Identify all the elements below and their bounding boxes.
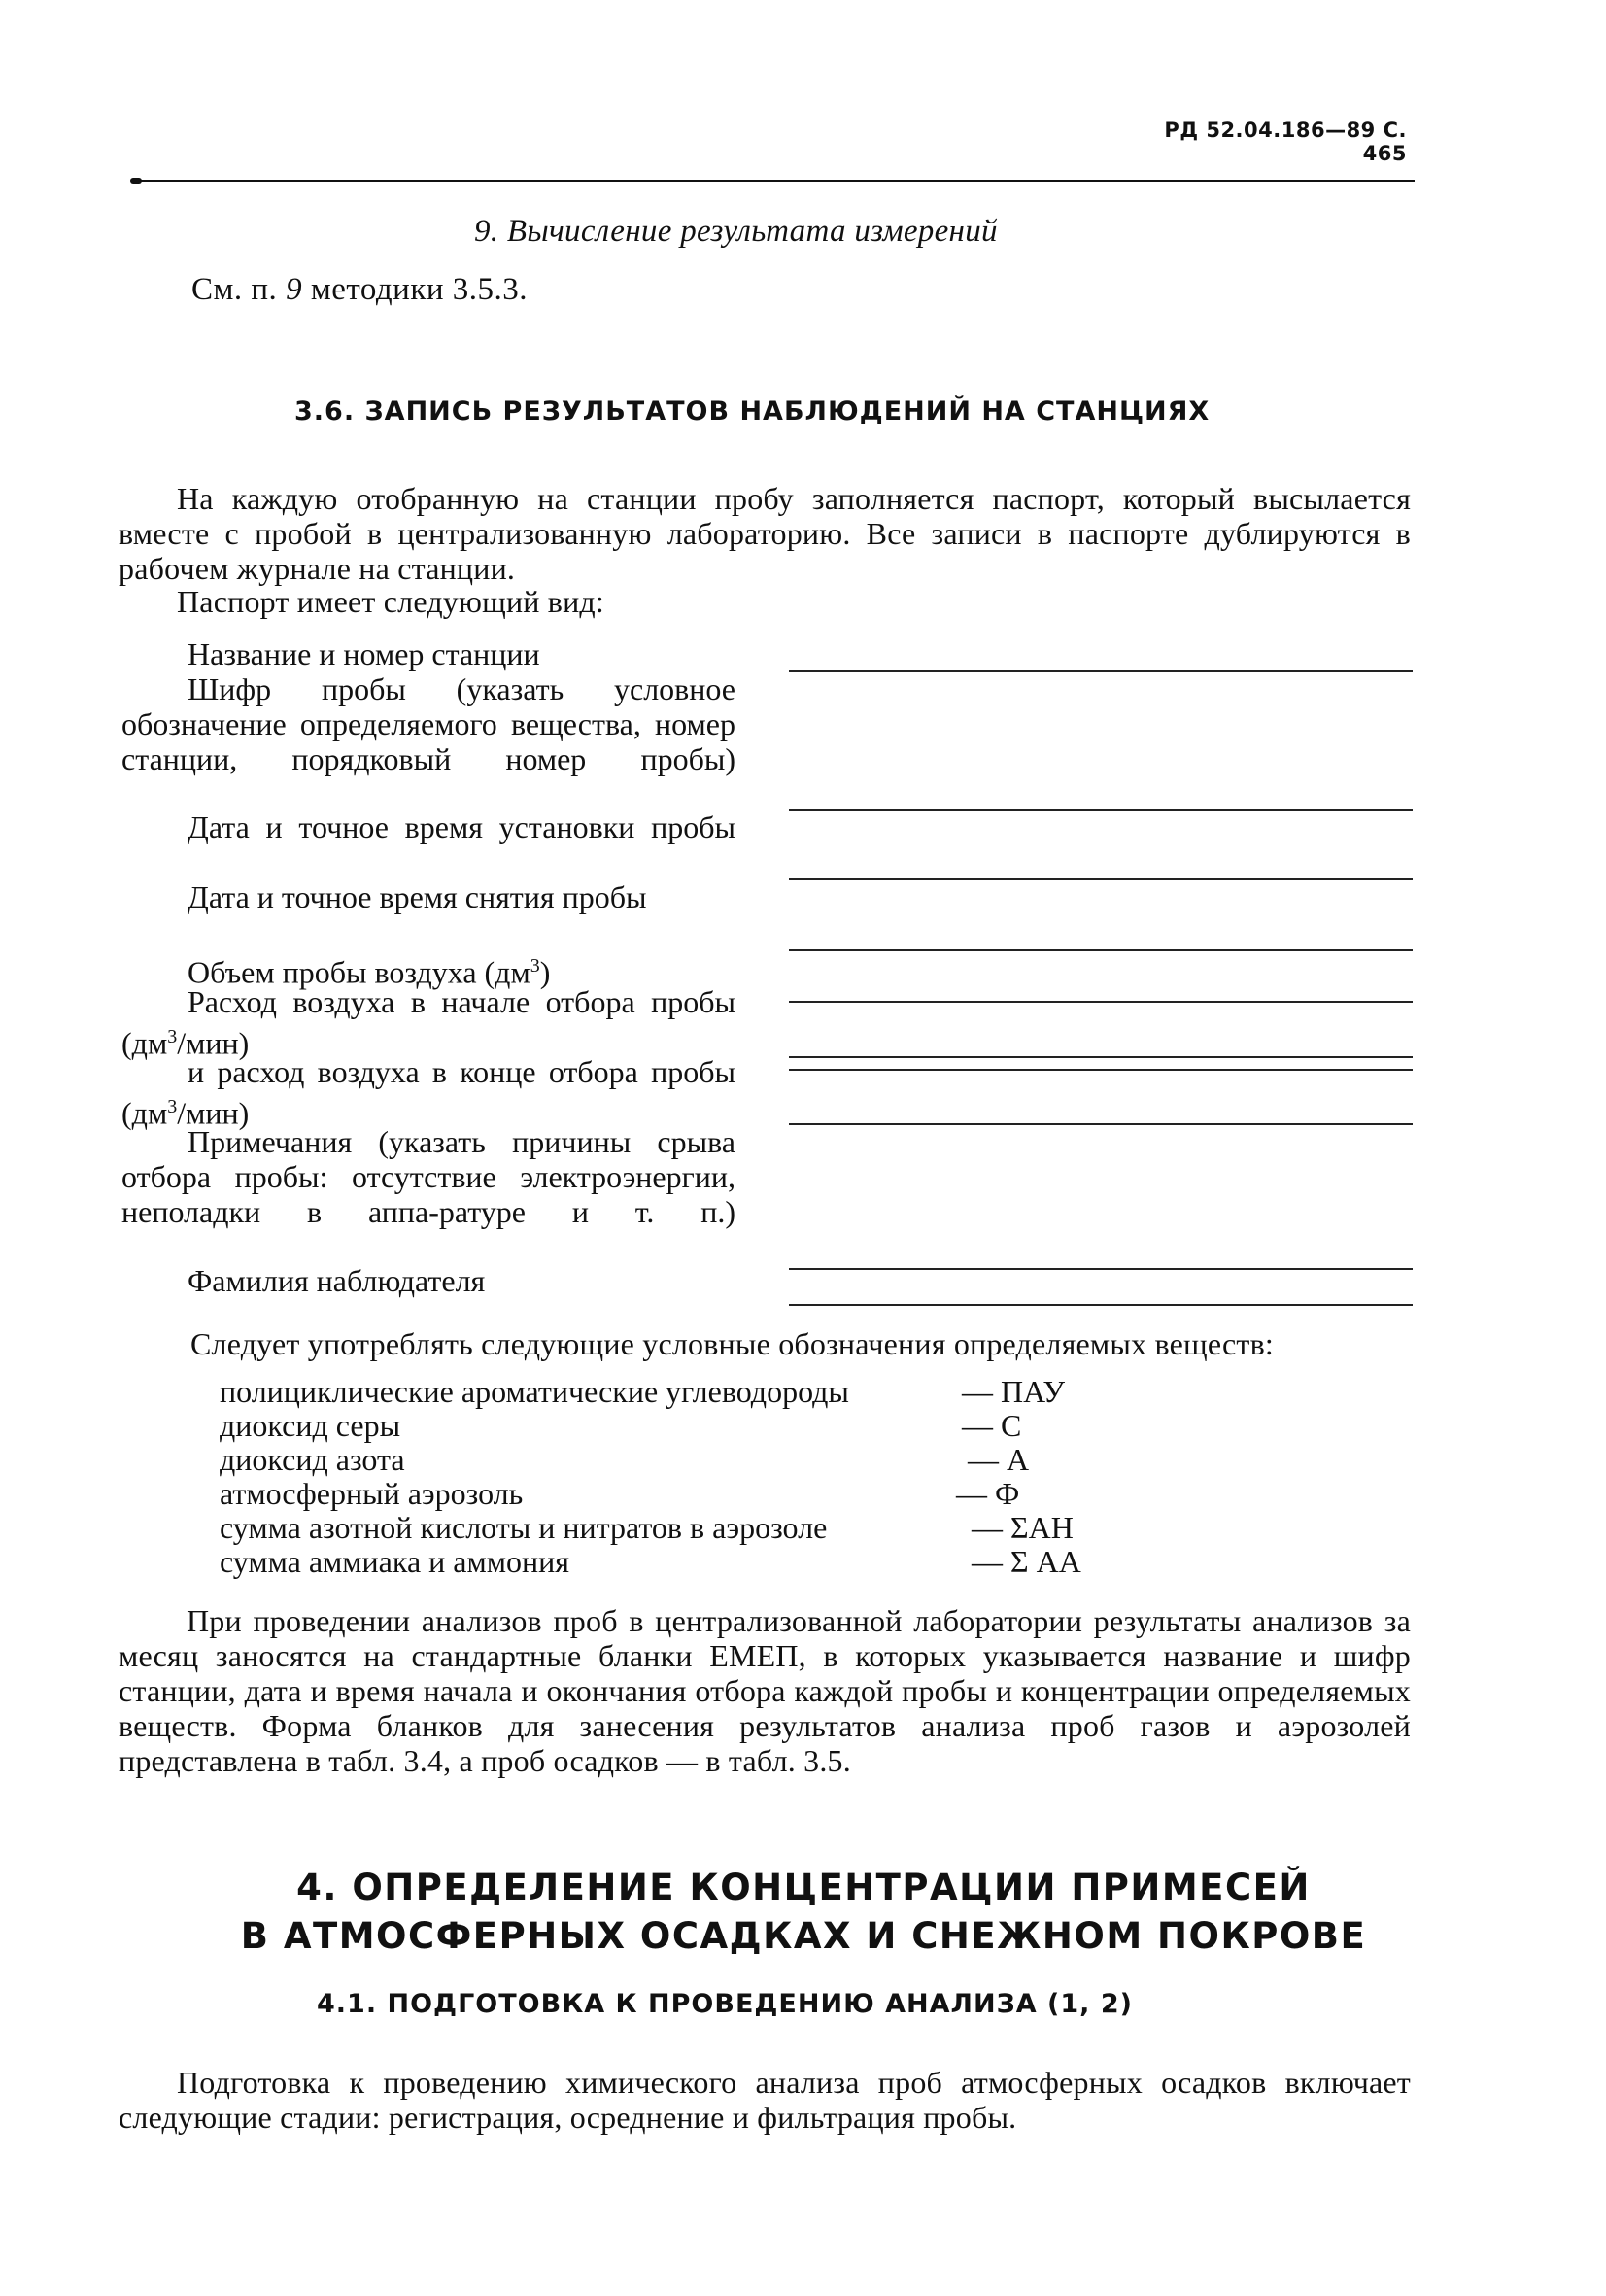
abbreviation-code: — А [968,1442,1030,1477]
form-label-flow-start [121,984,735,1061]
see-prefix: См. п. [191,272,287,307]
form-label-sample-code: Шифр пробы (указать условное обозначение определяемого вещества, номер станции, порядковый номер пробы) [121,671,735,776]
form-blank-removal-time [789,949,1413,951]
abbreviation-substance: диоксид азота [220,1442,405,1477]
form-blank-observer [789,1304,1413,1306]
flow-end-close: /мин) [177,1095,250,1131]
form-blank-sample-code [789,809,1413,811]
abbreviation-substance: сумма азотной кислоты и нитратов в аэрозоле [220,1510,828,1545]
section-9-reference [191,272,528,308]
form-label-install-time: Дата и точное время установки пробы [188,809,735,844]
abbreviation-substance: атмосферный аэрозоль [220,1476,524,1511]
page-header-reference: РД 52.04.186—89 С. 465 [1164,119,1407,165]
see-suffix: методики 3.5.3. [302,272,529,307]
form-label-removal-time: Дата и точное время снятия пробы [188,879,647,914]
laboratory-paragraph: При проведении анализов проб в централизованной лаборатории результаты анализов за месяц заносятся на стандартные бланки ЕМЕП, в которых указывается название и шифр станции, дата и время начала и окончания отбора каждой пробы и концентрации определяемых веществ. Форма бланков для занесения результатов анализа проб газов и аэрозолей представлена в табл. 3.4, а проб осадков — в табл. 3.5. [119,1603,1411,1778]
see-number: 9 [286,272,303,307]
abbreviation-code: — ΣАН [972,1510,1074,1545]
section-4-1-title: 4.1. ПОДГОТОВКА К ПРОВЕДЕНИЮ АНАЛИЗА (1, 2) [317,1989,1133,2019]
abbreviation-row [220,1374,1066,1409]
form-label-station-name: Название и номер станции [188,636,540,671]
flow-start-close: /мин) [177,1025,250,1061]
abbreviation-row [220,1408,1022,1443]
abbreviation-code: — Σ АА [972,1544,1081,1579]
form-blank-flow-start-2 [789,1069,1413,1071]
abbreviation-code: — С [962,1408,1022,1443]
form-blank-install-time [789,878,1413,880]
air-volume-close: ) [539,954,551,990]
section-4-title [190,1864,1417,1961]
air-volume-text: Объем пробы воздуха (дм [188,954,530,990]
abbreviation-substance: диоксид серы [220,1408,401,1443]
flow-start-exp: 3 [167,1026,178,1047]
abbreviation-row [220,1476,1020,1511]
form-label-observer: Фамилия наблюдателя [188,1263,486,1298]
abbreviation-substance: сумма аммиака и аммония [220,1544,569,1579]
section-4-title-line-1: 4. ОПРЕДЕЛЕНИЕ КОНЦЕНТРАЦИИ ПРИМЕСЕЙ [296,1867,1311,1908]
form-blank-flow-start [789,1056,1413,1058]
form-label-notes: Примечания (указать причины срыва отбора пробы: отсутствие электроэнергии, неполадки в аппа-ратуре и т. п.) [121,1124,735,1229]
header-rule [132,180,1415,182]
abbreviation-row [220,1442,1030,1477]
section-4-title-line-2: В АТМОСФЕРНЫХ ОСАДКАХ И СНЕЖНОМ ПОКРОВЕ [240,1915,1367,1957]
flow-end-exp: 3 [167,1096,178,1117]
abbreviation-substance: полициклические ароматические углеводороды [220,1374,849,1409]
form-blank-air-volume [789,1001,1413,1003]
form-blank-flow-end [789,1123,1413,1125]
form-blank-station-name [789,670,1413,672]
passport-intro-paragraph: На каждую отобранную на станции пробу заполняется паспорт, который высылается вместе с пробой в централизованную лабораторию. Все записи в паспорте дублируются в рабочем журнале на станции. [119,481,1411,586]
abbreviation-code: — ПАУ [962,1374,1066,1409]
abbreviation-row [220,1510,1074,1545]
section-4-1-paragraph: Подготовка к проведению химического анализа проб атмосферных осадков включает следующие стадии: регистрация, осреднение и фильтрация пробы. [119,2065,1411,2135]
abbreviations-intro: Следует употреблять следующие условные обозначения определяемых веществ: [190,1326,1275,1361]
abbreviation-row [220,1544,1081,1579]
section-9-title: 9. Вычисление результата измерений [474,214,998,249]
header-rule-mark [130,178,142,184]
section-3-6-title: 3.6. ЗАПИСЬ РЕЗУЛЬТАТОВ НАБЛЮДЕНИЙ НА СТАНЦИЯХ [294,396,1211,427]
flow-end-text: и расход воздуха в конце отбора пробы (дм [121,1054,735,1131]
form-blank-notes [789,1268,1413,1270]
form-label-flow-end [121,1054,735,1131]
flow-start-text: Расход воздуха в начале отбора пробы (дм [121,984,735,1061]
abbreviation-code: — Ф [956,1476,1020,1511]
passport-form-intro: Паспорт имеет следующий вид: [177,584,605,619]
air-volume-exp: 3 [530,955,540,977]
